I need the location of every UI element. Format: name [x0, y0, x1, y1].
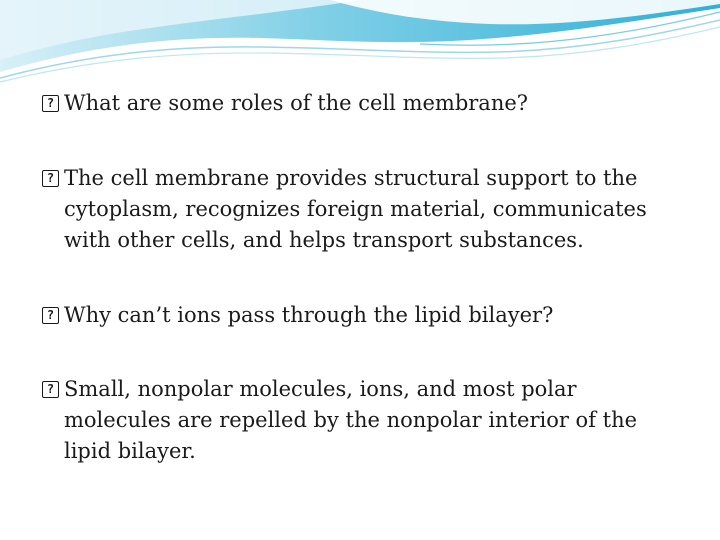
- bullet-marker-icon: ?: [42, 170, 59, 187]
- bullet-question-2: [42, 300, 702, 331]
- bullet-answer-2: [42, 374, 702, 467]
- bullet-text: The cell membrane provides structural support to the cytoplasm, recognizes foreign material, communicates with other cells, and helps transport substances.: [64, 166, 647, 252]
- bullet-question-1: [42, 88, 702, 119]
- bullet-answer-1: [42, 163, 702, 256]
- bullet-text: Why can’t ions pass through the lipid bilayer?: [64, 303, 554, 327]
- bullet-text: What are some roles of the cell membrane?: [64, 91, 529, 115]
- bullet-marker-icon: ?: [42, 381, 59, 398]
- bullet-marker-icon: ?: [42, 307, 59, 324]
- bullet-marker-icon: ?: [42, 95, 59, 112]
- bullet-text: Small, nonpolar molecules, ions, and most polar molecules are repelled by the nonpolar interior of the lipid bilayer.: [64, 377, 638, 463]
